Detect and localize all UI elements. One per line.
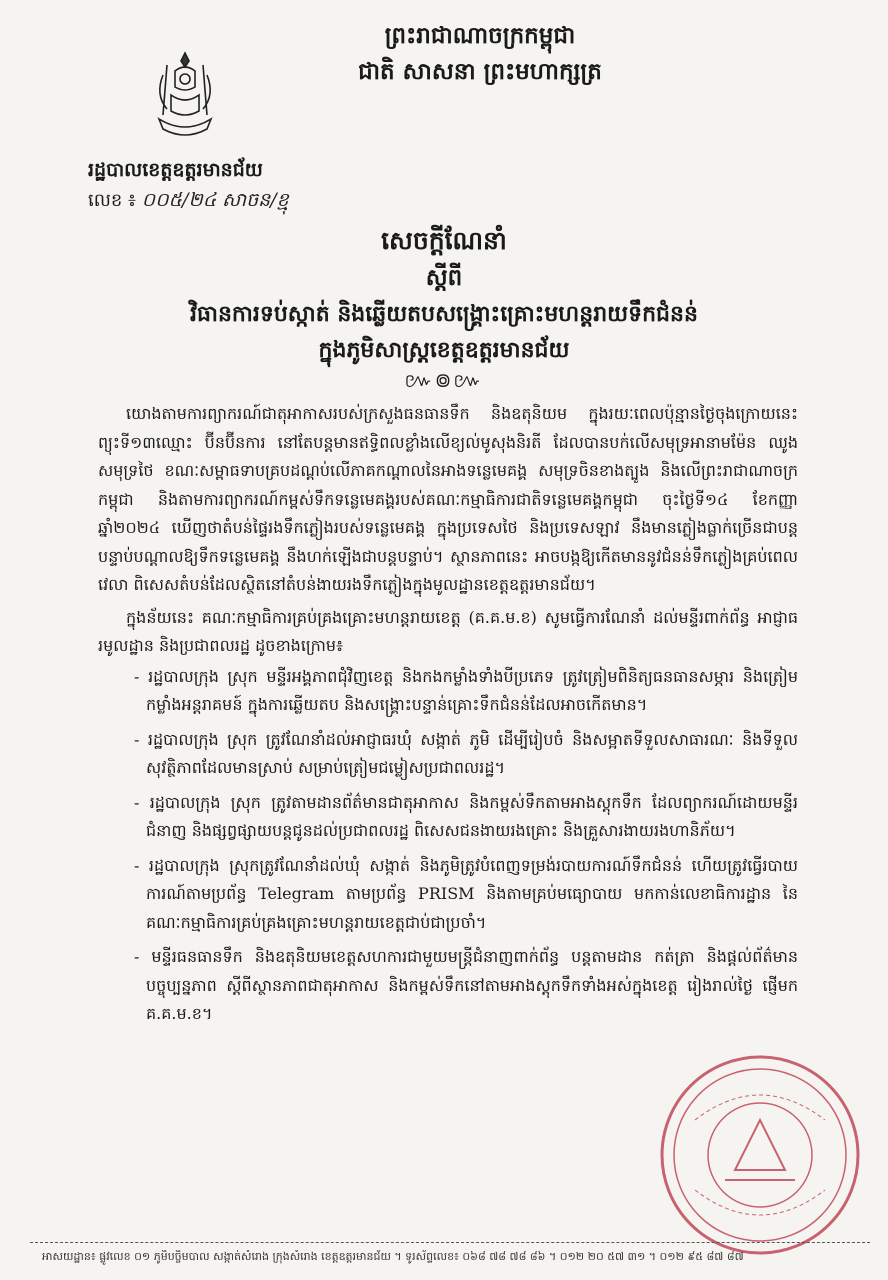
title-ornament: ៚៙៚ — [404, 368, 484, 392]
kingdom-name: ព្រះរាជាណាចក្រកម្ពុជា — [384, 22, 576, 49]
title-concerning: ស្ដីពី — [425, 264, 463, 291]
list-item: - រដ្ឋបាលក្រុង ស្រុក មន្ទីរអង្គភាពជុំវិញខេត្ត និងកងកម្លាំងទាំងបីប្រភេទ ត្រូវត្រៀមពិនិត្យធនធានសម្ភារ និងត្រៀមកម្លាំងអន្តរាគមន៍ ក្នុងការឆ្លើយតប និងសង្គ្រោះបន្ទាន់គ្រោះទឹកជំនន់ដែលអាចកើតមាន។ — [134, 666, 798, 714]
reference-line — [88, 188, 289, 216]
list-item: - រដ្ឋបាលក្រុង ស្រុក ត្រូវតាមដានព័ត៌មានជាតុអាកាស និងកម្ពស់ទឹកតាមអាងស្តុកទឹក ដែលព្យាករណ៍ដោយមន្ទីរជំនាញ និងផ្សព្វផ្សាយបន្តជូនដល់ប្រជាពលរដ្ឋ ពិសេសជនងាយរងគ្រោះ និងគ្រួសារងាយរងហានិភ័យ។ — [134, 792, 798, 840]
instruction-list — [98, 663, 798, 1029]
document-title — [0, 222, 888, 392]
national-motto: ជាតិ សាសនា ព្រះមហាក្សត្រ — [358, 58, 602, 85]
title-main: សេចក្ដីណែនាំ — [381, 226, 507, 255]
document-body — [98, 400, 798, 1035]
coat-of-arms-icon — [145, 45, 225, 145]
list-item: - រដ្ឋបាលក្រុង ស្រុកត្រូវណែនាំដល់ឃុំ សង្កាត់ និងភូមិត្រូវបំពេញទម្រង់របាយការណ៍ទឹកជំនន់ ហើយត្រូវធ្វើរបាយការណ៍តាមប្រព័ន្ធ Telegram តាមប្រព័ន្ធ PRISM និងតាមគ្រប់មធ្យោបាយ មកកាន់លេខាធិការដ្ឋាន នៃគណៈកម្មាធិការគ្រប់គ្រងគ្រោះមហន្តរាយខេត្តជាប់ជាប្រចាំ។ — [134, 855, 798, 932]
ref-number: ០០៥/២៤ — [141, 189, 217, 211]
kingdom-heading — [330, 18, 630, 90]
list-item: - រដ្ឋបាលក្រុង ស្រុក ត្រូវណែនាំដល់អាជ្ញាធរឃុំ សង្កាត់ ភូមិ ដើម្បីរៀបចំ និងសម្អាតទីទួលសាធារណៈ និងទីទួលសុវត្ថិភាពដែលមានស្រាប់ សម្រាប់ត្រៀមជម្លៀសប្រជាពលរដ្ឋ។ — [134, 729, 798, 777]
official-seal-icon — [655, 1050, 865, 1260]
ref-label: លេខ ៖ — [88, 190, 136, 211]
title-subject-line1: វិធានការទប់ស្កាត់ និងឆ្លើយតបសង្គ្រោះគ្រោះមហន្តរាយទឹកជំនន់ — [190, 301, 698, 327]
footer-address: អាសយដ្ឋាន៖ ផ្លូវលេខ ០១ ភូមិបច្ចិមបាល សង្កាត់សំរោង ក្រុងសំរោង ខេត្តឧត្តរមានជ័យ ។ ទូរស័ព្ទលេខ៖ ០៦៨ ៧៨ ៧៨ ៨៦ ។ ០១២ ២០ ៥៧ ៣១ ។ ០១២ ៩៥ ៨៧ ៨៧ — [42, 1250, 744, 1263]
ref-suffix: សាចន/ខ្មុ — [221, 189, 289, 211]
list-item: - មន្ទីរធនធានទឹក និងឧតុនិយមខេត្តសហការជាមួយមន្ត្រីជំនាញពាក់ព័ន្ធ បន្តតាមដាន កត់ត្រា និងផ្ដល់ព័ត៌មានបច្ចុប្បន្នភាព ស្ដីពីស្ថានភាពជាតុអាកាស និងកម្ពស់ទឹកនៅតាមអាងស្តុកទឹកទាំងអស់ក្នុងខេត្ត រៀងរាល់ថ្ងៃ ផ្ញើមក គ.គ.ម.ខ។ — [134, 947, 798, 1023]
footer-divider — [30, 1242, 870, 1244]
paragraph-instructions-intro: ក្នុងន័យនេះ គណៈកម្មាធិការគ្រប់គ្រងគ្រោះមហន្តរាយខេត្ត (គ.គ.ម.ខ) សូមធ្វើការណែនាំ ដល់មន្ទីរពាក់ព័ន្ធ អាជ្ញាធរមូលដ្ឋាន និងប្រជាពលរដ្ឋ ដូចខាងក្រោម៖ — [98, 607, 798, 655]
title-subject-line2: ក្នុងភូមិសាស្រ្តខេត្តឧត្តរមានជ័យ — [318, 337, 570, 363]
issuing-authority: រដ្ឋបាលខេត្តឧត្តរមានជ័យ — [88, 159, 263, 181]
paragraph-context: យោងតាមការព្យាករណ៍ជាតុអាកាសរបស់ក្រសួងធនធានទឹក និងឧតុនិយម ក្នុងរយៈពេលប៉ុន្មានថ្ងៃចុងក្រោយនេះ ព្យុះទី១៣ឈ្មោះ ប៊ីនប៊ីនការ នៅតែបន្តមានឥទ្ធិពលខ្លាំងលើខ្យល់មូសុងនិរតី ដែលបានបក់លើសមុទ្រអានាមម៉ែន ឈូងសមុទ្រថៃ ខណៈសម្ពាធទាបគ្របដណ្ដប់លើភាគកណ្ដាលនៃអាងទន្លេមេគង្គ សមុទ្រចិនខាងត្បូង និងលើព្រះរាជាណាចក្រកម្ពុជា និងតាមការព្យាករណ៍កម្ពស់ទឹកទន្លេមេគង្គរបស់គណៈកម្មាធិការជាតិទន្លេមេគង្គកម្ពុជា ចុះថ្ងៃទី១៤ ខែកញ្ញា ឆ្នាំ២០២៤ ឃើញថាតំបន់ផ្ទៃរងទឹកភ្លៀងរបស់ទន្លេមេគង្គ ក្នុងប្រទេសថៃ និងប្រទេសឡាវ នឹងមានភ្លៀងធ្លាក់ច្រើនជាបន្តបន្ទាប់បណ្ដាលឱ្យទឹកទន្លេមេគង្គ នឹងហក់ឡើងជាបន្តបន្ទាប់។ ស្ថានភាពនេះ អាចបង្កឱ្យកើតមាននូវជំនន់ទឹកភ្លៀងគ្រប់ពេលវេលា ពិសេសតំបន់ដែលស្ថិតនៅតំបន់ងាយរងទឹកភ្លៀងក្នុងមូលដ្ឋានខេត្តឧត្តរមានជ័យ។ — [98, 404, 798, 594]
